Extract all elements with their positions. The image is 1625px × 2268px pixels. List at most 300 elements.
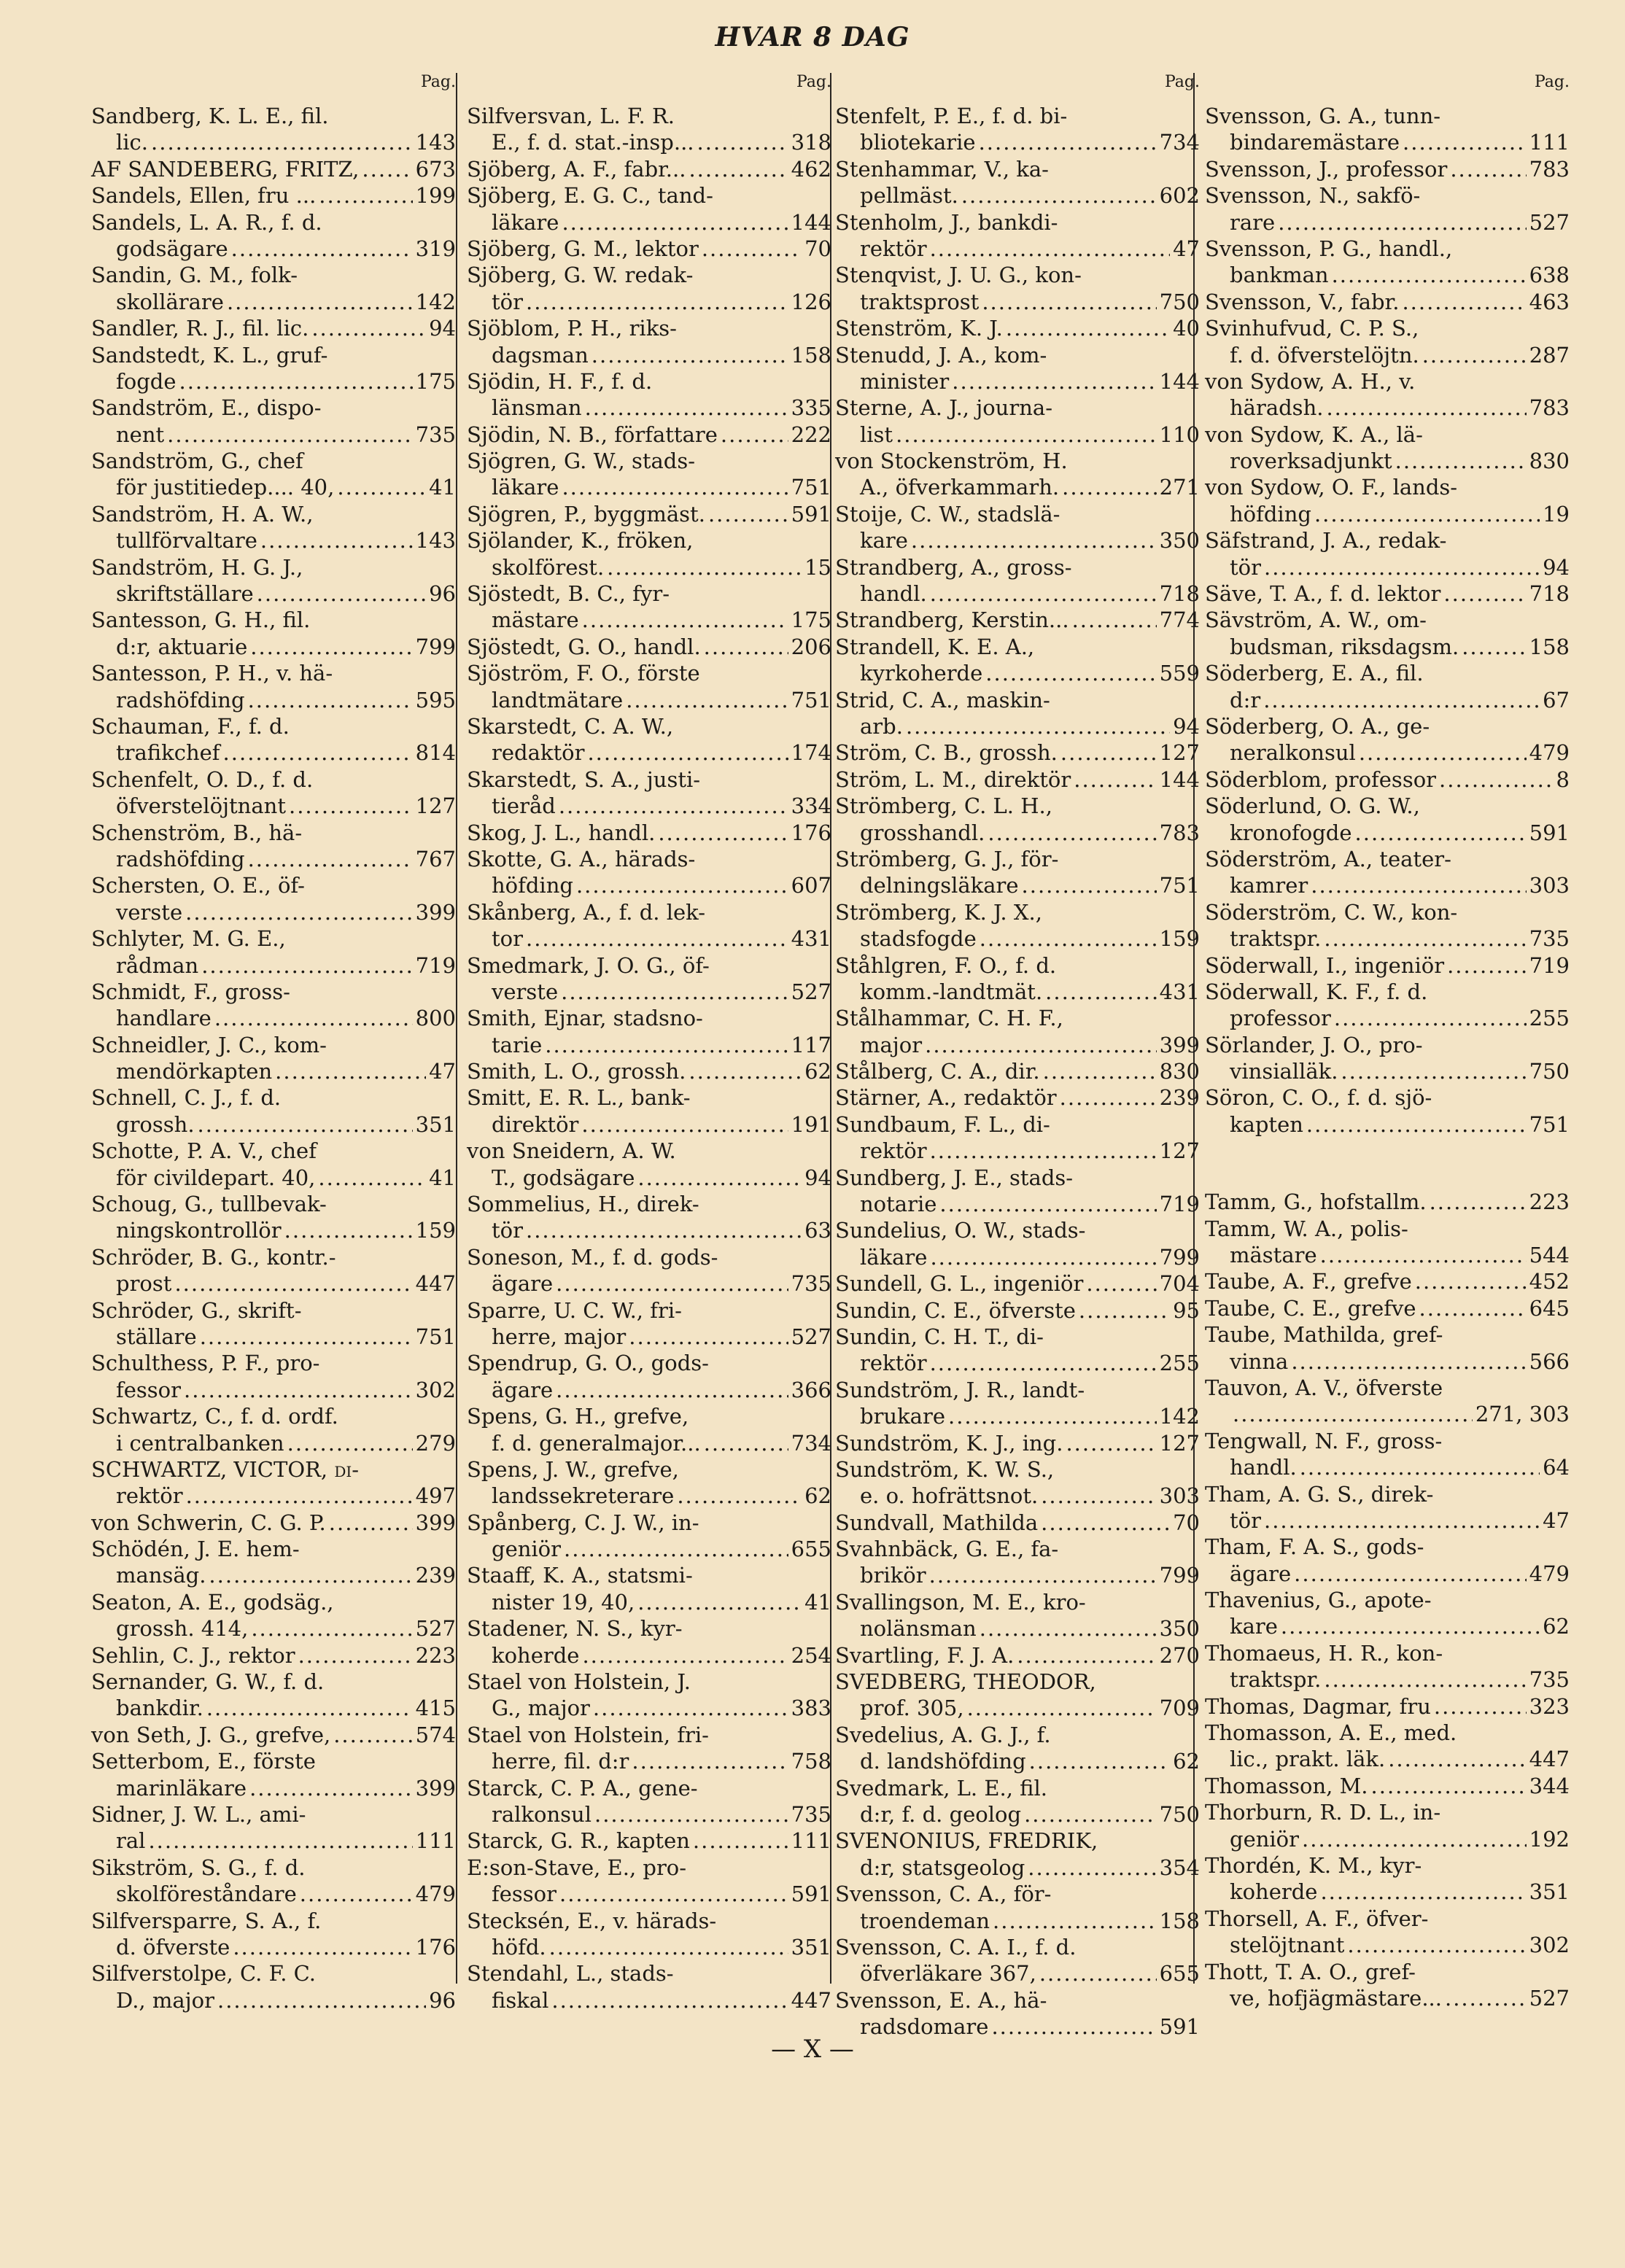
dot-leader (581, 1111, 788, 1138)
entry-text: traktspr. (1230, 1667, 1322, 1693)
entry-text: Sjögren, G. W., stads- (467, 448, 696, 474)
index-entry (467, 766, 831, 820)
dot-leader (1233, 1401, 1473, 1427)
entry-text: Smith, Ejnar, stadsno- (467, 1006, 703, 1031)
index-entry (91, 1748, 456, 1801)
entry-line (467, 156, 831, 182)
entry-text: Schneidler, J. C., kom- (91, 1032, 327, 1057)
entry-text: list (860, 422, 893, 447)
entry-line (835, 262, 1200, 288)
entry-text: ägare (492, 1271, 554, 1297)
index-entry (467, 1350, 831, 1403)
index-entry (91, 1669, 456, 1722)
dot-leader (637, 1589, 802, 1615)
pag-heading: Pag. (1534, 73, 1570, 91)
entry-line (835, 315, 1200, 341)
entry-line (1205, 925, 1570, 952)
entry-text: d:r, f. d. geolog (860, 1802, 1022, 1827)
dot-leader (1060, 739, 1157, 766)
entry-line (467, 1960, 831, 1987)
entry-line (91, 1244, 456, 1270)
dot-leader (148, 1828, 412, 1854)
entry-line (91, 501, 456, 527)
entry-line (91, 1722, 456, 1748)
index-entry (1205, 1032, 1570, 1085)
index-entry (467, 262, 831, 315)
entry-line (1205, 1005, 1570, 1031)
dot-leader (1388, 1746, 1526, 1772)
entry-line (91, 846, 456, 872)
page-number: 142 (1159, 1404, 1200, 1429)
dot-leader (1445, 1985, 1527, 2011)
entry-line (467, 262, 831, 288)
page-number: 95 (1173, 1297, 1200, 1323)
index-entry (835, 793, 1200, 846)
index-entry (91, 1722, 456, 1748)
dot-leader (930, 1350, 1157, 1376)
index-entry (835, 1775, 1200, 1828)
entry-line (91, 1855, 456, 1881)
entry-line (91, 739, 456, 766)
entry-line (91, 660, 456, 686)
dot-leader (556, 1270, 788, 1297)
entry-text: Schwartz, C., f. d. ordf. (91, 1404, 338, 1429)
entry-line (1205, 527, 1570, 554)
entry-line (835, 1960, 1200, 1987)
dot-leader (1302, 1826, 1527, 1852)
entry-line (1205, 1295, 1570, 1321)
entry-text: Sjögren, P., byggmäst. (467, 501, 705, 527)
entry-text: kronofogde (1230, 820, 1352, 845)
entry-line (91, 1615, 456, 1642)
entry-text: Sandström, H. A. W., (91, 501, 314, 527)
entry-text: Santesson, P. H., v. hä- (91, 661, 333, 686)
index-entry (1205, 1640, 1570, 1693)
index-entry (835, 1217, 1200, 1270)
entry-text: minister (860, 368, 950, 394)
page-number: 143 (415, 130, 456, 155)
entry-line (835, 1005, 1200, 1031)
index-entry (91, 1456, 456, 1510)
dot-leader (693, 1828, 788, 1854)
entry-text: Sundelius, O. W., stads- (835, 1218, 1086, 1243)
entry-text: delningsläkare (860, 873, 1019, 898)
entry-line (91, 1695, 456, 1721)
entry-text: Sandberg, K. L. E., fil. (91, 104, 329, 128)
dot-leader (1294, 1561, 1526, 1587)
dot-leader (1355, 820, 1527, 846)
dot-leader (300, 1881, 413, 1907)
index-entry (91, 1510, 456, 1536)
index-entry (467, 1775, 831, 1828)
entry-text: Söron, C. O., f. d. sjö- (1205, 1085, 1432, 1111)
entry-text: radshöfding (116, 846, 245, 871)
page-number: 399 (415, 899, 456, 925)
dot-leader (319, 182, 412, 209)
index-column-1 (91, 69, 456, 2013)
page-number: 94 (1543, 554, 1570, 580)
page-number: 638 (1529, 263, 1570, 288)
page-number: 447 (415, 1271, 456, 1297)
entry-text: Strandberg, Kerstin... (835, 607, 1069, 633)
entry-text: i centralbanken (116, 1430, 284, 1456)
index-entry (467, 713, 831, 766)
dot-leader (1066, 1430, 1156, 1456)
entry-text: prof. 305, (860, 1696, 964, 1721)
entry-text: verste (492, 979, 559, 1004)
index-entry (467, 422, 831, 448)
entry-text: AF SANDEBERG, FRITZ, (91, 156, 360, 182)
page-number: 830 (1159, 1059, 1200, 1084)
index-entry (91, 1908, 456, 1961)
dot-leader (1281, 1613, 1540, 1639)
index-entry (467, 368, 831, 422)
index-entry (1205, 1189, 1570, 1215)
dot-leader (1264, 554, 1540, 580)
page-number: 591 (791, 501, 831, 527)
page-number: 144 (1159, 368, 1200, 394)
entry-line (91, 395, 456, 421)
index-entry (91, 925, 456, 979)
index-entry (91, 1589, 456, 1642)
page-number: 351 (791, 1934, 831, 1960)
entry-line (835, 1987, 1200, 2013)
entry-line (835, 395, 1200, 421)
entry-line (1205, 1189, 1570, 1215)
dot-leader (1264, 1507, 1540, 1534)
entry-text: Sörlander, J. O., pro- (1205, 1032, 1423, 1057)
entry-line (1205, 899, 1570, 925)
index-entry (467, 501, 831, 527)
dot-leader (1041, 1483, 1156, 1509)
column-rule (456, 73, 457, 1984)
entry-text: Sundström, K. J., ing. (835, 1430, 1063, 1456)
entry-line (91, 1138, 456, 1164)
entry-line (467, 1775, 831, 1801)
dot-leader (980, 1615, 1157, 1642)
entry-line (835, 687, 1200, 713)
index-entry (835, 554, 1200, 607)
entry-text: SVENONIUS, FREDRIK, (835, 1828, 1098, 1854)
dot-leader (562, 209, 788, 236)
dot-leader (209, 1562, 412, 1588)
entry-line (1205, 1587, 1570, 1613)
page-number: 751 (791, 687, 831, 712)
dot-leader (626, 687, 788, 713)
page-number: 645 (1529, 1295, 1570, 1321)
page-number: 126 (791, 289, 831, 314)
page-number: 750 (1159, 289, 1200, 314)
index-entry (1205, 1587, 1570, 1640)
entry-line (1205, 1932, 1570, 1958)
index-entry (91, 1191, 456, 1244)
index-entry (467, 1084, 831, 1138)
entry-text: Skånberg, A., f. d. lek- (467, 899, 706, 925)
index-entry (467, 1005, 831, 1058)
page-number: 719 (1529, 952, 1570, 978)
section-gap (1205, 1138, 1570, 1189)
entry-text: koherde (492, 1642, 580, 1668)
entry-text: f. d. öfverstelöjtn. (1230, 342, 1419, 368)
entry-line (91, 1960, 456, 1987)
entry-text: Sandström, E., dispo- (91, 395, 322, 421)
index-entry (467, 315, 831, 368)
entry-line (835, 1615, 1200, 1642)
entry-text: Sjöberg, E. G. C., tand- (467, 183, 713, 209)
dot-leader (930, 236, 1171, 262)
page-number: 814 (415, 740, 456, 766)
entry-line (835, 1775, 1200, 1801)
entry-line (91, 1217, 456, 1243)
entry-line (91, 1669, 456, 1695)
index-column-3 (835, 69, 1200, 2040)
entry-line (1205, 1428, 1570, 1454)
page-number: 751 (1159, 873, 1200, 898)
entry-text: Sjöberg, G. W. redak- (467, 263, 694, 288)
entry-text: Sjöberg, A. F., fabr... (467, 156, 686, 182)
entry-line (1205, 1348, 1570, 1375)
entry-line (467, 952, 831, 979)
entry-line (1205, 1746, 1570, 1772)
index-entry (1205, 952, 1570, 979)
index-entry (467, 236, 831, 262)
entry-line (835, 1881, 1200, 1907)
entry-line (467, 793, 831, 819)
page-number: 70 (1173, 1510, 1200, 1535)
entry-line (467, 1855, 831, 1881)
dot-leader (1311, 872, 1526, 898)
entry-line (91, 952, 456, 979)
entry-line (835, 1589, 1200, 1615)
entry-text: Sundin, C. E., öfverste (835, 1297, 1076, 1323)
entry-text: Sandler, R. J., fil. lic. (91, 316, 309, 341)
index-entry (91, 1855, 456, 1908)
entry-text: von Schwerin, C. G. P. (91, 1510, 326, 1535)
dot-leader (1443, 580, 1526, 607)
entry-text: Tamm, W. A., polis- (1205, 1216, 1408, 1241)
dot-leader (151, 129, 413, 155)
entry-line (835, 1483, 1200, 1509)
dot-leader (174, 1270, 412, 1297)
entry-text: landtmätare (492, 687, 624, 712)
entry-line (1205, 952, 1570, 979)
index-entry (835, 1456, 1200, 1510)
page-folio: — X — (771, 2035, 854, 2064)
entry-line (467, 1695, 831, 1721)
entry-line (467, 899, 831, 925)
entry-line (1205, 979, 1570, 1005)
entry-text: Sundbaum, F. L., di- (835, 1111, 1050, 1137)
entry-line (91, 1483, 456, 1509)
entry-text: Thomasson, A. E., med. (1205, 1720, 1457, 1746)
entry-text: handlare (116, 1006, 212, 1031)
page-number: 303 (1159, 1483, 1200, 1509)
entry-text: mästare (492, 607, 579, 633)
index-entry (467, 1615, 831, 1669)
index-entry (1205, 236, 1570, 289)
index-entry (1205, 474, 1570, 527)
entry-line (467, 1589, 831, 1615)
index-entry (91, 342, 456, 395)
entry-text: Sehlin, C. J., rektor (91, 1642, 295, 1668)
index-entry (835, 1297, 1200, 1324)
page-number: 47 (429, 1059, 456, 1084)
page-number: 799 (415, 634, 456, 659)
dot-leader (1043, 1058, 1157, 1084)
entry-text: läkare (860, 1244, 928, 1270)
entry-text: tör (492, 289, 523, 314)
page-number: 462 (791, 156, 831, 182)
entry-text: professor (1230, 1006, 1331, 1031)
index-entry (467, 182, 831, 236)
entry-text: Sterne, A. J., journa- (835, 395, 1052, 421)
dot-leader (1072, 607, 1157, 633)
entry-text: Taube, A. F., grefve (1205, 1269, 1412, 1294)
page-number: 111 (1529, 130, 1570, 155)
page-number: 595 (415, 687, 456, 712)
entry-text: Sjöberg, G. M., lektor (467, 236, 699, 261)
dot-leader (1278, 209, 1526, 236)
index-entry (835, 501, 1200, 554)
entry-line (835, 554, 1200, 580)
page-number: 176 (791, 820, 831, 845)
entry-text: d:r (1230, 687, 1261, 712)
entry-text: Schnell, C. J., f. d. (91, 1085, 282, 1111)
page-number: 719 (1159, 1192, 1200, 1217)
entry-line (1205, 1321, 1570, 1348)
index-entry (467, 952, 831, 1006)
dot-leader (1029, 1748, 1170, 1774)
entry-line (835, 1722, 1200, 1748)
entry-text: Soneson, M., f. d. gods- (467, 1244, 718, 1270)
page-number: 415 (415, 1696, 456, 1721)
page-number: 383 (791, 1696, 831, 1721)
page-number: 127 (1159, 740, 1200, 766)
entry-line (91, 1562, 456, 1588)
page-number: 239 (415, 1563, 456, 1588)
index-entry (1205, 156, 1570, 182)
page-number: 127 (415, 793, 456, 819)
page-number: 799 (1159, 1563, 1200, 1588)
entry-line (1205, 1666, 1570, 1693)
entry-line (467, 1510, 831, 1536)
dot-leader (988, 820, 1156, 846)
entry-text: Spens, J. W., grefve, (467, 1456, 679, 1482)
pag-heading: Pag. (1164, 73, 1200, 91)
entry-text: rektör (860, 1351, 927, 1376)
entry-text: Stärner, A., redaktör (835, 1085, 1057, 1111)
entry-text: Silfversvan, L. F. R. (467, 104, 675, 128)
page-number: 175 (415, 368, 456, 394)
entry-line (91, 289, 456, 315)
entry-text: Sävström, A. W., om- (1205, 607, 1427, 633)
entry-text: Svensson, E. A., hä- (835, 1987, 1047, 2013)
entry-line (467, 1297, 831, 1324)
index-entry (835, 1111, 1200, 1165)
page-number: 734 (791, 1430, 831, 1456)
entry-line (467, 1138, 831, 1164)
page-number: 800 (415, 1006, 456, 1031)
entry-text: Sundell, G. L., ingeniör (835, 1271, 1084, 1297)
dot-leader (1062, 474, 1157, 500)
dot-leader (607, 554, 802, 580)
entry-text: bankman (1230, 263, 1329, 288)
entry-line (1205, 1799, 1570, 1825)
dot-leader (1447, 952, 1527, 979)
entry-text: öfverläkare 367, (860, 1961, 1036, 1987)
entry-text: Stenqvist, J. U. G., kon- (835, 263, 1082, 288)
entry-text: Stoije, C. W., stadslä- (835, 501, 1060, 527)
entry-text: Sjödin, H. F., f. d. (467, 368, 653, 394)
dot-leader (1324, 1666, 1526, 1693)
entry-line (91, 1350, 456, 1376)
page-number: 19 (1543, 501, 1570, 527)
entry-text: Sandels, L. A. R., f. d. (91, 209, 322, 235)
entry-line (91, 1324, 456, 1350)
entry-line (835, 1032, 1200, 1058)
dot-leader (1039, 1960, 1157, 1987)
index-entry (1205, 793, 1570, 846)
entry-text: Tengwall, N. F., gross- (1205, 1428, 1443, 1453)
entry-line (835, 1430, 1200, 1456)
entry-text: kare (1230, 1614, 1278, 1639)
entry-text: Sundberg, J. E., stads- (835, 1165, 1074, 1190)
page-number: 94 (1173, 713, 1200, 739)
entry-line (91, 1058, 456, 1084)
page-number: 158 (1529, 634, 1570, 659)
entry-text: Thott, T. A. O., gref- (1205, 1959, 1416, 1984)
page-number: 191 (791, 1111, 831, 1137)
entry-line (467, 422, 831, 448)
entry-line (835, 1324, 1200, 1350)
index-entry (91, 1138, 456, 1191)
entry-text: Schulthess, P. F., pro- (91, 1351, 320, 1376)
page-number: 176 (415, 1934, 456, 1960)
entry-text: major (860, 1032, 923, 1057)
entry-line (91, 342, 456, 368)
entry-line (835, 527, 1200, 554)
page-number: 254 (791, 1642, 831, 1668)
dot-leader (961, 182, 1157, 209)
entry-text: höfding (492, 873, 573, 898)
dot-leader (939, 1191, 1156, 1217)
entry-line (835, 979, 1200, 1005)
index-entry (91, 554, 456, 607)
entry-text: Schauman, F., f. d. (91, 713, 290, 739)
dot-leader (1024, 1801, 1157, 1828)
entry-line (91, 448, 456, 474)
entry-text: nister 19, 40, (492, 1589, 635, 1615)
dot-leader (311, 315, 426, 341)
page-number: 719 (415, 952, 456, 978)
entry-text: Schödén, J. E. hem- (91, 1537, 300, 1562)
entry-line (835, 103, 1200, 129)
entry-line (835, 925, 1200, 952)
entry-text: Staaff, K. A., statsmi- (467, 1563, 693, 1588)
entry-text: Skarstedt, S. A., justi- (467, 766, 701, 792)
dot-leader (704, 634, 788, 660)
page-number: 783 (1529, 395, 1570, 421)
entry-text: fogde (116, 368, 177, 394)
page-number: 222 (791, 422, 831, 447)
entry-line (835, 766, 1200, 793)
entry-line (467, 1032, 831, 1058)
entry-line (835, 580, 1200, 607)
entry-text: neralkonsul (1230, 740, 1356, 766)
dot-leader (1395, 448, 1527, 474)
entry-text: Spånberg, C. J. W., in- (467, 1510, 699, 1535)
entry-text: Svensson, G. A., tunn- (1205, 104, 1441, 128)
